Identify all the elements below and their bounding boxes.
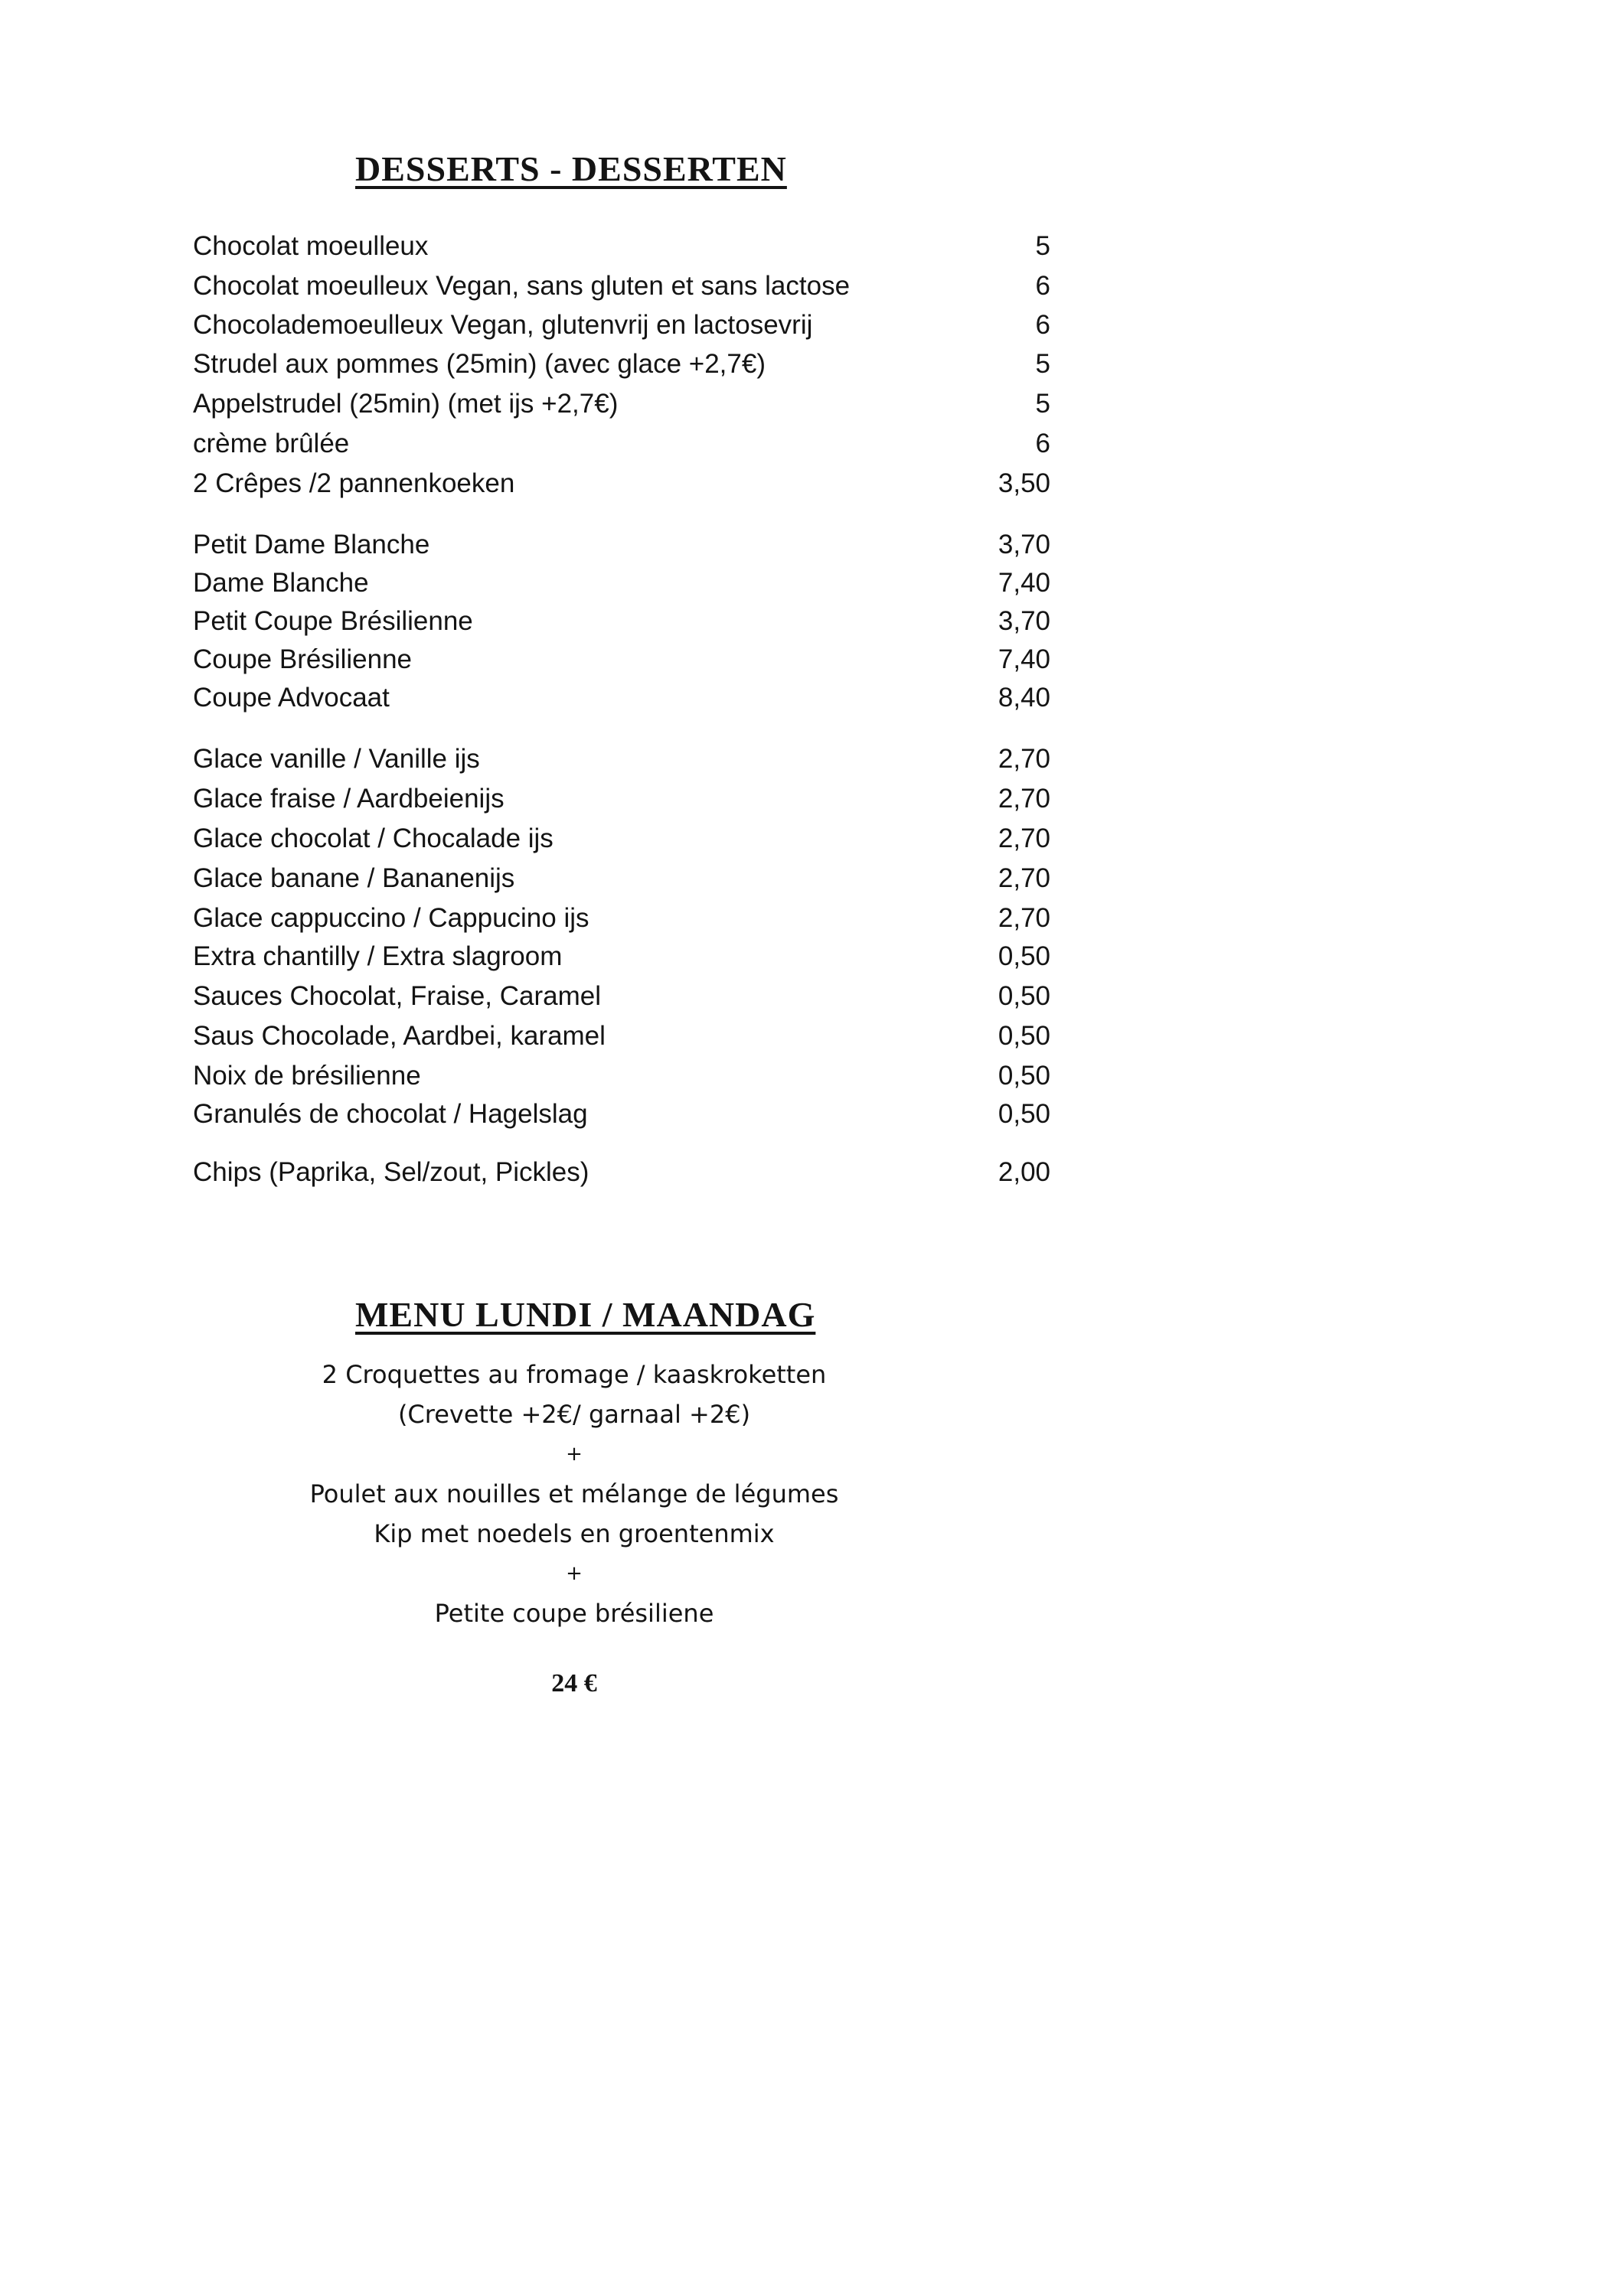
item-price: 5 — [1035, 389, 1050, 419]
list-item — [193, 386, 1050, 422]
item-name: Petit Coupe Brésilienne — [193, 606, 473, 636]
list-item — [193, 1154, 1050, 1191]
item-name: Glace fraise / Aardbeienijs — [193, 784, 505, 814]
item-name: Granulés de chocolat / Hagelslag — [193, 1099, 588, 1129]
menu-line: Kip met noedels en groentenmix — [374, 1519, 775, 1548]
item-price: 0,50 — [998, 941, 1050, 971]
menu-line: Poulet aux nouilles et mélange de légumes — [309, 1479, 839, 1508]
list-item — [193, 680, 1050, 716]
item-price: 2,70 — [998, 744, 1050, 774]
item-price: 7,40 — [998, 568, 1050, 598]
list-item — [193, 741, 1050, 778]
item-name: Chocolat moeulleux — [193, 231, 429, 261]
item-name: Extra chantilly / Extra slagroom — [193, 941, 563, 971]
list-item — [193, 820, 1050, 857]
item-name: Coupe Brésilienne — [193, 644, 413, 674]
menu-title: MENU LUNDI / MAANDAG — [355, 1295, 816, 1334]
list-item — [193, 346, 1050, 383]
list-item — [193, 228, 1050, 265]
item-price: 2,70 — [998, 863, 1050, 893]
item-price: 6 — [1035, 310, 1050, 340]
list-item — [193, 938, 1050, 975]
list-item — [193, 1018, 1050, 1055]
menu-line: (Crevette +2€/ garnaal +2€) — [397, 1400, 751, 1429]
item-name: Petit Dame Blanche — [193, 530, 430, 559]
item-name: Noix de brésilienne — [193, 1061, 421, 1091]
item-price: 0,50 — [998, 1061, 1050, 1091]
item-price: 2,70 — [998, 784, 1050, 814]
list-item — [193, 1096, 1050, 1133]
item-price: 3,50 — [998, 468, 1050, 498]
list-item — [193, 565, 1050, 602]
item-price: 0,50 — [998, 981, 1050, 1011]
item-name: Strudel aux pommes (25min) (avec glace +2,7€) — [193, 349, 766, 379]
item-name: Chips (Paprika, Sel/zout, Pickles) — [193, 1157, 589, 1187]
list-item — [193, 527, 1050, 563]
item-name: Chocolademoeulleux Vegan, glutenvrij en lactosevrij — [193, 310, 813, 340]
list-item — [193, 900, 1050, 937]
desserts-title: DESSERTS - DESSERTEN — [355, 149, 787, 188]
item-name: Chocolat moeulleux Vegan, sans gluten et sans lactose — [193, 271, 851, 301]
item-price: 6 — [1035, 429, 1050, 458]
item-price: 3,70 — [998, 606, 1050, 636]
item-price: 2,70 — [998, 823, 1050, 853]
item-price: 5 — [1035, 231, 1050, 261]
menu-line: Petite coupe brésiliene — [434, 1599, 714, 1628]
menu-price: 24 € — [551, 1669, 597, 1698]
item-price: 0,50 — [998, 1099, 1050, 1129]
item-name: Appelstrudel (25min) (met ijs +2,7€) — [193, 389, 619, 419]
item-price: 6 — [1035, 271, 1050, 301]
item-name: 2 Crêpes /2 pannenkoeken — [193, 468, 515, 498]
list-item — [193, 307, 1050, 344]
item-name: Glace cappuccino / Cappucino ijs — [193, 903, 589, 933]
list-item — [193, 1058, 1050, 1094]
plus-separator: + — [566, 1443, 583, 1466]
item-name: Dame Blanche — [193, 568, 369, 598]
item-name: crème brûlée — [193, 429, 350, 458]
item-price: 5 — [1035, 349, 1050, 379]
item-name: Glace vanille / Vanille ijs — [193, 744, 480, 774]
list-item — [193, 465, 1050, 502]
list-item — [193, 641, 1050, 678]
plus-separator: + — [566, 1562, 583, 1585]
item-price: 2,70 — [998, 903, 1050, 933]
item-name: Sauces Chocolat, Fraise, Caramel — [193, 981, 601, 1011]
item-price: 3,70 — [998, 530, 1050, 559]
item-name: Glace banane / Bananenijs — [193, 863, 515, 893]
item-name: Coupe Advocaat — [193, 683, 390, 713]
item-name: Saus Chocolade, Aardbei, karamel — [193, 1021, 606, 1051]
list-item — [193, 860, 1050, 897]
item-price: 0,50 — [998, 1021, 1050, 1051]
list-item — [193, 426, 1050, 462]
menu-line: 2 Croquettes au fromage / kaaskroketten — [322, 1360, 827, 1389]
list-item — [193, 978, 1050, 1015]
list-item — [193, 268, 1050, 305]
list-item — [193, 781, 1050, 817]
menu-description — [191, 1355, 957, 1633]
item-name: Glace chocolat / Chocalade ijs — [193, 823, 554, 853]
item-price: 7,40 — [998, 644, 1050, 674]
item-price: 2,00 — [998, 1157, 1050, 1187]
item-price: 8,40 — [998, 683, 1050, 713]
list-item — [193, 603, 1050, 640]
